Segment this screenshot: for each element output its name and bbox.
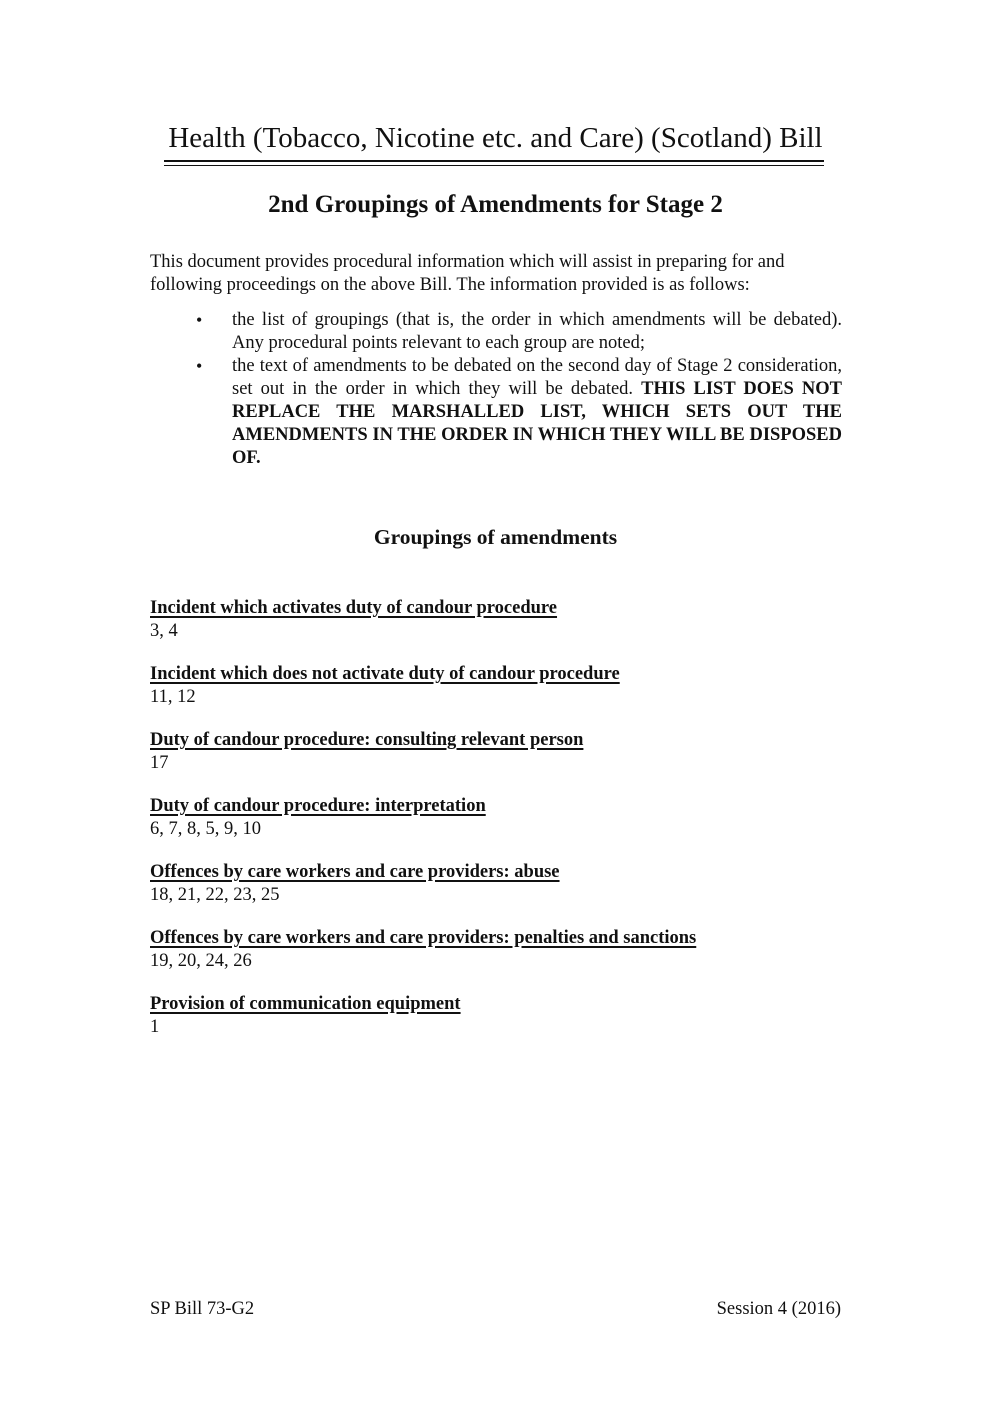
group-amendments: 18, 21, 22, 23, 25 [150, 885, 280, 905]
group-title: Incident which activates duty of candour procedure [150, 598, 558, 618]
group-amendments: 3, 4 [150, 621, 178, 641]
group-item [150, 993, 850, 1059]
group-amendments: 19, 20, 24, 26 [150, 951, 252, 971]
group-amendments: 17 [150, 753, 169, 773]
title-double-rule [164, 160, 824, 166]
bullet-icon: • [196, 356, 203, 376]
intro-paragraph: This document provides procedural information which will assist in preparing for and following proceedings on the above Bill. The information provided is as follows: [150, 252, 785, 295]
group-title: Offences by care workers and care providers: abuse [150, 862, 560, 882]
group-item [150, 861, 850, 927]
bullet-icon: • [196, 310, 203, 330]
footer-session: Session 4 (2016) [716, 1299, 841, 1319]
group-title: Duty of candour procedure: interpretation [150, 796, 486, 816]
groupings-list [150, 597, 850, 1059]
document-subtitle: 2nd Groupings of Amendments for Stage 2 [268, 191, 723, 218]
group-item [150, 927, 850, 993]
group-title: Offences by care workers and care providers: penalties and sanctions [150, 928, 697, 948]
bill-title: Health (Tobacco, Nicotine etc. and Care) (Scotland) Bill [168, 122, 823, 154]
bullet-item-groupings [196, 309, 842, 355]
group-title: Provision of communication equipment [150, 994, 461, 1014]
group-title: Incident which does not activate duty of candour procedure [150, 664, 620, 684]
group-item [150, 729, 850, 795]
group-title: Duty of candour procedure: consulting relevant person [150, 730, 584, 750]
group-amendments: 11, 12 [150, 687, 196, 707]
bullet-text: the text of amendments to be debated on the second day of Stage 2 consideration, set out in the order in which they will be debated. [232, 356, 842, 399]
group-item [150, 795, 850, 861]
group-item [150, 663, 850, 729]
bullet-bold-notice: THIS LIST DOES NOT REPLACE THE MARSHALLED LIST, WHICH SETS OUT THE AMENDMENTS IN THE ORDER IN WHICH THEY WILL BE DISPOSED OF. [232, 379, 842, 468]
group-item [150, 597, 850, 663]
group-amendments: 6, 7, 8, 5, 9, 10 [150, 819, 261, 839]
intro-bullet-list [196, 309, 842, 470]
footer-bill-reference: SP Bill 73-G2 [150, 1299, 255, 1319]
group-amendments: 1 [150, 1017, 160, 1037]
bullet-text: the list of groupings (that is, the order in which amendments will be debated). Any procedural points relevant to each group are noted; [232, 310, 842, 353]
bullet-item-amendment-text [196, 355, 842, 470]
groupings-heading: Groupings of amendments [373, 525, 618, 549]
